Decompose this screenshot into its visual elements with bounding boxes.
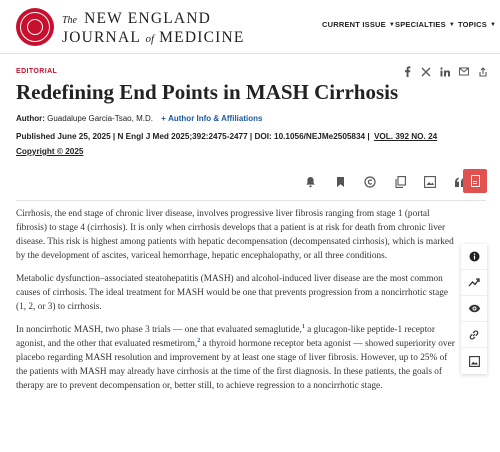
facebook-icon[interactable]	[402, 66, 412, 77]
info-icon[interactable]	[461, 244, 487, 270]
wordmark-medicine: MEDICINE	[159, 29, 245, 46]
paragraph-text: a thyroid hormone receptor beta agonist — showed superiority over placebo regarding MASH resolution and improvement by at least one stage of liver fibrosis. However, up to 25% of the patients with MASH may already have cirrhosis at the time of the first diagnosis. In these patients, the goals of therapy are to prevent decompensation or, better still, to achieve regression to a noncirrhotic stage.	[16, 339, 455, 391]
publication-details: Published June 25, 2025 | N Engl J Med 2025;392:2475-2477 | DOI: 10.1056/NEJMe2505834 |	[16, 132, 370, 141]
slides-icon[interactable]	[420, 172, 440, 192]
nav-current-issue[interactable]	[322, 20, 395, 29]
x-icon[interactable]	[421, 66, 431, 77]
site-header	[0, 0, 500, 54]
figures-icon[interactable]	[461, 348, 487, 374]
publication-info	[16, 132, 437, 141]
nav-label: TOPICS	[458, 20, 487, 29]
copyright-link[interactable]: Copyright © 2025	[16, 147, 84, 156]
wordmark-of: of	[145, 33, 155, 45]
floating-tool-rail	[461, 244, 487, 374]
author-name[interactable]: Guadalupe Garcia-Tsao, M.D.	[47, 114, 153, 123]
alert-bell-icon[interactable]	[300, 172, 320, 192]
reference-link[interactable]: 2	[197, 337, 201, 344]
metrics-icon[interactable]	[461, 270, 487, 296]
nav-label: SPECIALTIES	[395, 20, 446, 29]
chevron-down-icon: ▼	[490, 21, 497, 28]
email-icon[interactable]	[459, 66, 469, 77]
plus-icon[interactable]: +	[161, 114, 166, 123]
chevron-down-icon: ▼	[448, 21, 455, 28]
nav-specialties[interactable]	[395, 20, 455, 29]
body-paragraph	[16, 323, 456, 393]
pdf-download-button[interactable]	[463, 169, 487, 193]
article-title: Redefining End Points in MASH Cirrhosis	[16, 80, 399, 104]
paragraph-text: a glucagon-like peptide-1 receptor agonist, and the other that evaluated resmetirom,	[16, 325, 435, 349]
wordmark-the: The	[62, 15, 77, 26]
view-icon[interactable]	[461, 296, 487, 322]
wordmark-new-england: NEW ENGLAND	[84, 10, 212, 27]
share-bar	[402, 66, 488, 77]
wordmark-journal: JOURNAL	[62, 29, 141, 46]
linkedin-icon[interactable]	[440, 66, 450, 77]
section-label[interactable]: EDITORIAL	[16, 68, 58, 75]
link-icon[interactable]	[461, 322, 487, 348]
author-prefix: Author:	[16, 114, 45, 123]
article-body	[16, 207, 456, 402]
bookmark-icon[interactable]	[330, 172, 350, 192]
pdf-icon	[471, 175, 480, 187]
nav-topics[interactable]	[458, 20, 496, 29]
seal-inner	[27, 19, 43, 35]
chevron-down-icon: ▼	[388, 21, 395, 28]
seal-ring	[20, 12, 50, 42]
nejm-seal-logo[interactable]	[16, 8, 54, 46]
journal-wordmark[interactable]	[62, 10, 245, 48]
article-tools	[300, 172, 470, 192]
cite-icon[interactable]	[390, 172, 410, 192]
body-paragraph: Metabolic dysfunction–associated steatohepatitis (MASH) and alcohol-induced liver disease are the most common causes of cirrhosis. The ideal treatment for MASH would be one that prevents progression from a noncirrhotic stage (1, 2, or 3) to cirrhosis.	[16, 274, 449, 312]
tools-divider	[16, 200, 486, 201]
nav-label: CURRENT ISSUE	[322, 20, 386, 29]
author-line	[16, 114, 262, 123]
paragraph-text: In noncirrhotic MASH, two phase 3 trials — one that evaluated semaglutide,	[16, 325, 302, 335]
body-paragraph: Cirrhosis, the end stage of chronic liver disease, involves progressive liver fibrosis ranging from stage 1 (portal fibrosis) to stage 4 (cirrhosis). It is only when cirrhosis develops that a patient is at risk for death from chronic liver disease. This risk is highest among patients with hepatic decompensation (decompensated cirrhosis), which is marked by the development of ascites, variceal hemorrhage, hepatic encephalopathy, or all three conditions.	[16, 209, 454, 261]
reference-link[interactable]: 1	[301, 323, 305, 330]
volume-link[interactable]: VOL. 392 NO. 24	[373, 132, 438, 141]
share-icon[interactable]	[478, 66, 488, 77]
permissions-icon[interactable]	[360, 172, 380, 192]
author-info-link[interactable]: Author Info & Affiliations	[168, 114, 263, 123]
